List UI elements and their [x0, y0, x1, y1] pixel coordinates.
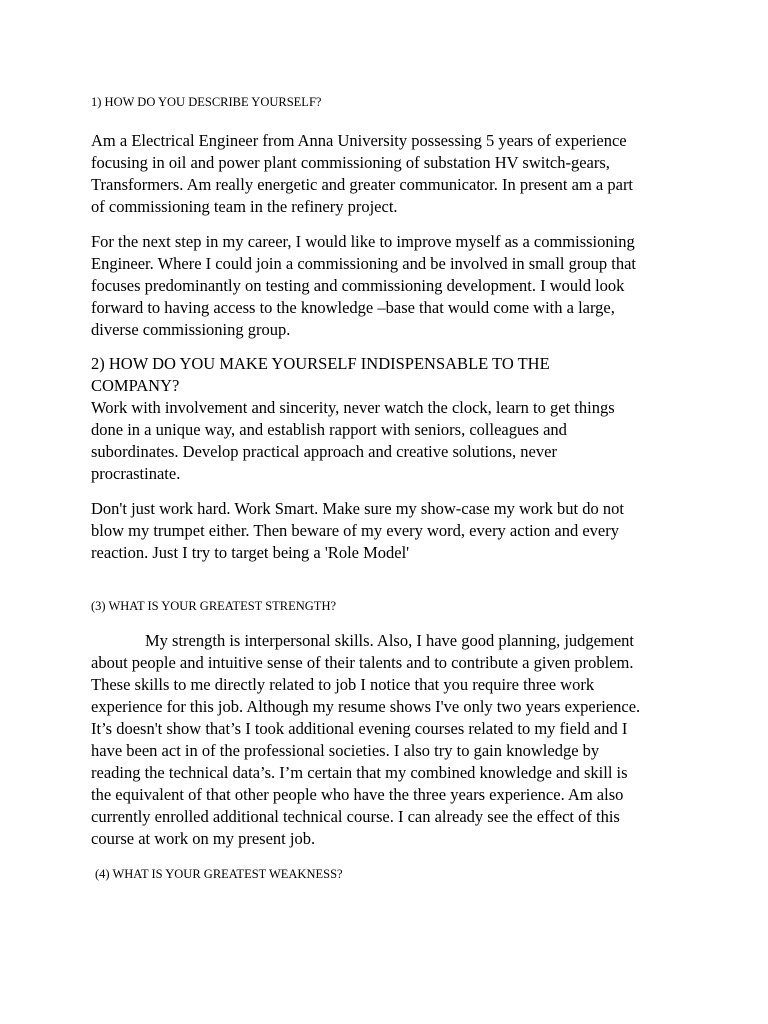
question-3-answer-paragraph: [91, 630, 691, 850]
text-line: of commissioning team in the refinery project.: [91, 197, 398, 216]
text-line: Am a Electrical Engineer from Anna University possessing 5 years of experience: [91, 131, 627, 150]
text-line: currently enrolled additional technical course. I can already see the effect of this: [91, 807, 620, 826]
text-line: reaction. Just I try to target being a 'Role Model': [91, 543, 410, 562]
text-line: course at work on my present job.: [91, 829, 316, 848]
question-1-answer-paragraph-2: [91, 231, 691, 341]
text-line: Don't just work hard. Work Smart. Make sure my show-case my work but do not: [91, 499, 624, 518]
question-3-heading: (3) WHAT IS YOUR GREATEST STRENGTH?: [91, 599, 337, 613]
heading-line: 2) HOW DO YOU MAKE YOURSELF INDISPENSABLE TO THE: [91, 354, 550, 373]
text-line: forward to having access to the knowledge –base that would come with a large,: [91, 298, 615, 317]
text-line: focusing in oil and power plant commissioning of substation HV switch-gears,: [91, 153, 610, 172]
text-line: For the next step in my career, I would like to improve myself as a commissioning: [91, 232, 635, 251]
text-line: the equivalent of that other people who have the three years experience. Am also: [91, 785, 624, 804]
heading-line: COMPANY?: [91, 376, 180, 395]
text-line: reading the technical data’s. I’m certain that my combined knowledge and skill is: [91, 763, 628, 782]
text-line: Engineer. Where I could join a commissioning and be involved in small group that: [91, 254, 636, 273]
text-line: Transformers. Am really energetic and greater communicator. In present am a part: [91, 175, 634, 194]
question-4-heading: (4) WHAT IS YOUR GREATEST WEAKNESS?: [95, 867, 343, 881]
question-1-answer-paragraph-1: [91, 130, 691, 218]
text-line: diverse commissioning group.: [91, 320, 291, 339]
text-line: blow my trumpet either. Then beware of my every word, every action and every: [91, 521, 619, 540]
text-line: done in a unique way, and establish rapport with seniors, colleagues and: [91, 420, 567, 439]
text-line: about people and intuitive sense of their talents and to contribute a given problem.: [91, 653, 634, 672]
text-line: subordinates. Develop practical approach and creative solutions, never: [91, 442, 557, 461]
text-line: procrastinate.: [91, 464, 181, 483]
question-2-answer-paragraph-1: [91, 397, 691, 485]
question-2-answer-paragraph-2: [91, 498, 691, 564]
text-line: My strength is interpersonal skills. Also, I have good planning, judgement: [145, 631, 634, 650]
text-line: These skills to me directly related to job I notice that you require three work: [91, 675, 595, 694]
text-line: focuses predominantly on testing and commissioning development. I would look: [91, 276, 625, 295]
question-1-heading: 1) HOW DO YOU DESCRIBE YOURSELF?: [91, 95, 322, 109]
text-line: It’s doesn't show that’s I took additional evening courses related to my field and I: [91, 719, 628, 738]
text-line: Work with involvement and sincerity, never watch the clock, learn to get things: [91, 398, 615, 417]
question-2-heading: [91, 353, 691, 397]
text-line: experience for this job. Although my resume shows I've only two years experience.: [91, 697, 641, 716]
text-line: have been act in of the professional societies. I also try to gain knowledge by: [91, 741, 600, 760]
